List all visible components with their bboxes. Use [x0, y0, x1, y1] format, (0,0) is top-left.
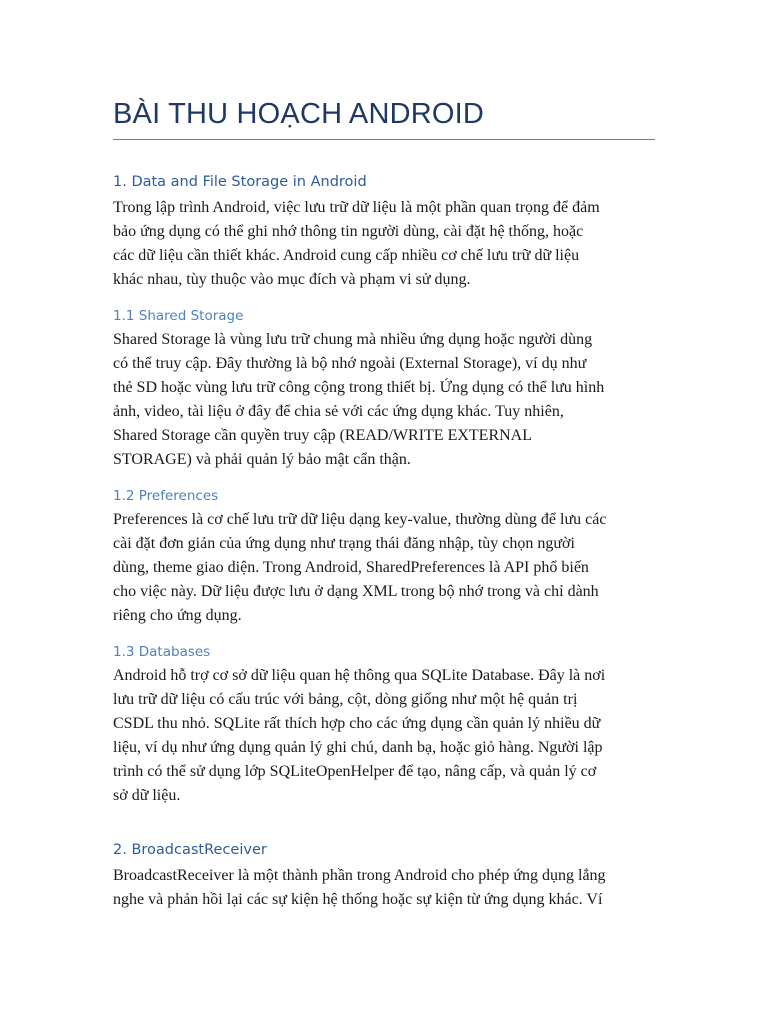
text-line: Android hỗ trợ cơ sở dữ liệu quan hệ thông qua SQLite Database. Đây là nơi: [113, 667, 606, 684]
text-line: riêng cho ứng dụng.: [113, 607, 242, 624]
text-line: các dữ liệu cần thiết khác. Android cung cấp nhiều cơ chế lưu trữ dữ liệu: [113, 247, 580, 264]
section-paragraph-data-storage: [113, 196, 658, 292]
text-line: BroadcastReceiver là một thành phần trong Android cho phép ứng dụng lắng: [113, 867, 606, 884]
section-heading-broadcastreceiver: 2. BroadcastReceiver: [113, 842, 267, 858]
text-line: khác nhau, tùy thuộc vào mục đích và phạm vi sử dụng.: [113, 271, 471, 288]
text-line: cho việc này. Dữ liệu được lưu ở dạng XML trong bộ nhớ trong và chỉ dành: [113, 583, 599, 600]
text-line: cài đặt đơn giản của ứng dụng như trạng thái đăng nhập, tùy chọn người: [113, 535, 575, 552]
text-line: liệu, ví dụ như ứng dụng quản lý ghi chú, danh bạ, hoặc giỏ hàng. Người lập: [113, 739, 603, 756]
section-heading-data-storage: 1. Data and File Storage in Android: [113, 174, 367, 190]
text-line: Shared Storage là vùng lưu trữ chung mà nhiều ứng dụng hoặc người dùng: [113, 331, 593, 348]
section-heading-preferences: 1.2 Preferences: [113, 488, 219, 504]
text-line: dùng, theme giao diện. Trong Android, SharedPreferences là API phổ biến: [113, 559, 589, 576]
text-line: lưu trữ dữ liệu có cấu trúc với bảng, cột, dòng giống như một hệ quản trị: [113, 691, 578, 708]
text-line: sở dữ liệu.: [113, 787, 181, 804]
text-line: nghe và phản hồi lại các sự kiện hệ thống hoặc sự kiện từ ứng dụng khác. Ví: [113, 891, 603, 908]
text-line: Preferences là cơ chế lưu trữ dữ liệu dạng key-value, thường dùng để lưu các: [113, 511, 607, 528]
text-line: trình có thể sử dụng lớp SQLiteOpenHelper để tạo, nâng cấp, và quản lý cơ: [113, 763, 597, 780]
document-title: BÀI THU HOẠCH ANDROID: [113, 98, 485, 130]
text-line: STORAGE) và phải quản lý bảo mật cẩn thận.: [113, 451, 411, 468]
section-heading-shared-storage: 1.1 Shared Storage: [113, 308, 244, 324]
text-line: thẻ SD hoặc vùng lưu trữ công cộng trong thiết bị. Ứng dụng có thể lưu hình: [113, 379, 605, 396]
section-heading-databases: 1.3 Databases: [113, 644, 211, 660]
title-divider: [113, 139, 655, 140]
text-line: Trong lập trình Android, việc lưu trữ dữ liệu là một phần quan trọng để đảm: [113, 199, 600, 216]
text-line: ảnh, video, tài liệu ở đây để chia sẻ với các ứng dụng khác. Tuy nhiên,: [113, 403, 564, 420]
section-paragraph-preferences: [113, 508, 658, 628]
text-line: CSDL thu nhỏ. SQLite rất thích hợp cho các ứng dụng cần quản lý nhiều dữ: [113, 715, 601, 732]
section-paragraph-broadcastreceiver: [113, 864, 658, 912]
section-paragraph-databases: [113, 664, 658, 808]
text-line: có thể truy cập. Đây thường là bộ nhớ ngoài (External Storage), ví dụ như: [113, 355, 587, 372]
section-paragraph-shared-storage: [113, 328, 658, 472]
text-line: bảo ứng dụng có thể ghi nhớ thông tin người dùng, cài đặt hệ thống, hoặc: [113, 223, 584, 240]
text-line: Shared Storage cần quyền truy cập (READ/WRITE EXTERNAL: [113, 427, 532, 444]
